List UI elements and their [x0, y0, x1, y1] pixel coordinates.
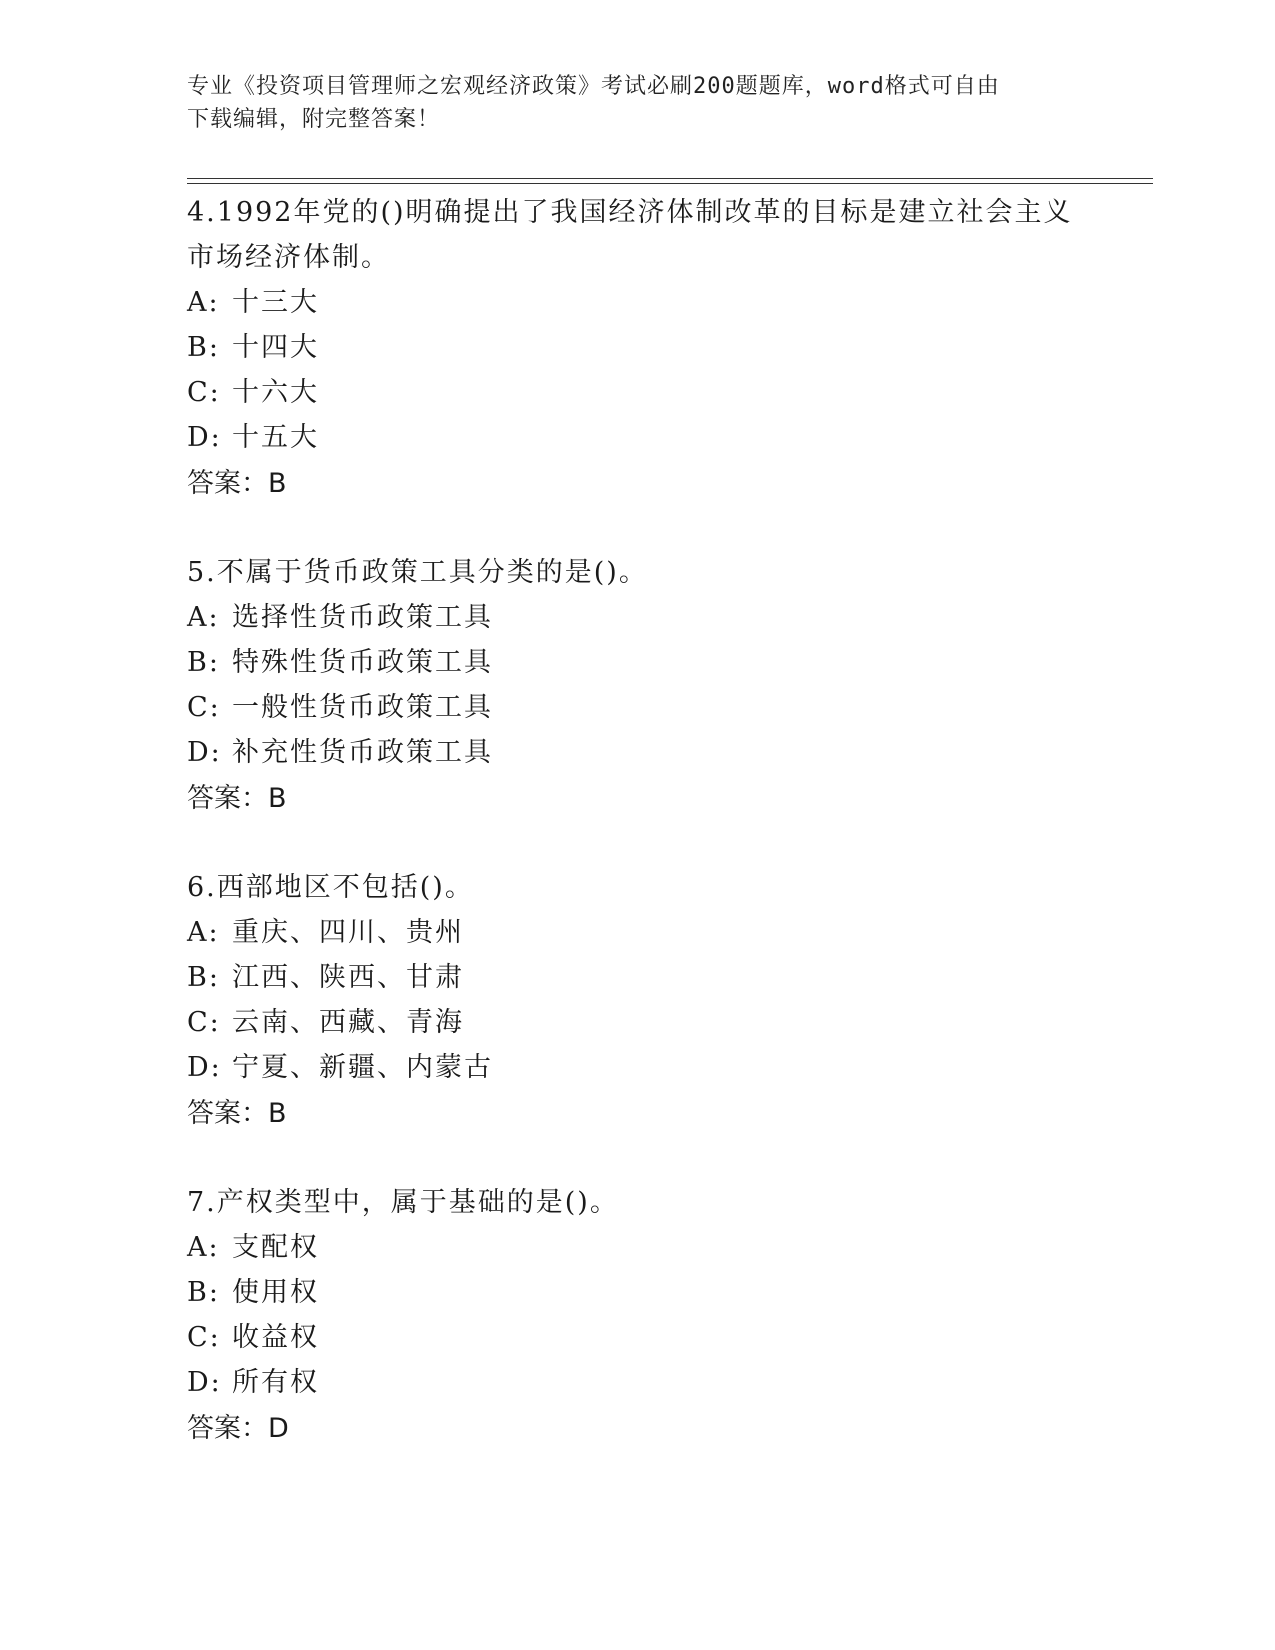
- option-text: 特殊性货币政策工具: [232, 647, 493, 678]
- option-c: [187, 685, 1087, 730]
- answer-line: 答案：D: [187, 1413, 289, 1444]
- option-letter: C:: [187, 1322, 221, 1353]
- option-text: 一般性货币政策工具: [232, 692, 493, 723]
- option-text: 十三大: [232, 287, 319, 318]
- question-text: 4.1992年党的()明确提出了我国经济体制改革的目标是建立社会主义: [187, 197, 1073, 228]
- question-text: 6.西部地区不包括()。: [187, 872, 474, 903]
- option-letter: C:: [187, 692, 221, 723]
- question-6: [187, 865, 1087, 1136]
- option-b: [187, 955, 1087, 1000]
- header-divider-top: [187, 178, 1153, 179]
- option-letter: C:: [187, 377, 221, 408]
- document-header: [187, 70, 1087, 136]
- option-letter: D:: [187, 1367, 222, 1398]
- option-d: [187, 415, 1087, 460]
- option-c: [187, 1315, 1087, 1360]
- option-letter: A:: [187, 602, 220, 633]
- option-a: [187, 1225, 1087, 1270]
- option-text: 十六大: [232, 377, 319, 408]
- option-text: 十四大: [232, 332, 319, 363]
- option-b: [187, 1270, 1087, 1315]
- option-text: 云南、西藏、青海: [232, 1007, 464, 1038]
- question-5: [187, 550, 1087, 821]
- question-4: [187, 190, 1087, 506]
- option-text: 十五大: [232, 422, 319, 453]
- option-a: [187, 280, 1087, 325]
- header-line-1: 专业《投资项目管理师之宏观经济政策》考试必刷200题题库，word格式可自由: [187, 74, 1000, 99]
- option-letter: D:: [187, 737, 222, 768]
- option-text: 选择性货币政策工具: [232, 602, 493, 633]
- option-a: [187, 910, 1087, 955]
- option-a: [187, 595, 1087, 640]
- option-letter: B:: [187, 962, 220, 993]
- option-text: 重庆、四川、贵州: [232, 917, 464, 948]
- option-text: 所有权: [232, 1367, 319, 1398]
- option-d: [187, 730, 1087, 775]
- option-letter: D:: [187, 1052, 222, 1083]
- option-letter: B:: [187, 332, 220, 363]
- option-d: [187, 1360, 1087, 1405]
- question-text: 7.产权类型中，属于基础的是()。: [187, 1187, 619, 1218]
- answer-line: 答案：B: [187, 783, 287, 814]
- option-c: [187, 1000, 1087, 1045]
- option-letter: D:: [187, 422, 222, 453]
- option-text: 支配权: [232, 1232, 319, 1263]
- option-text: 使用权: [232, 1277, 319, 1308]
- question-text: 5.不属于货币政策工具分类的是()。: [187, 557, 648, 588]
- header-line-2: 下载编辑，附完整答案！: [187, 107, 441, 132]
- question-7: [187, 1180, 1087, 1451]
- option-text: 宁夏、新疆、内蒙古: [232, 1052, 493, 1083]
- option-letter: A:: [187, 287, 220, 318]
- option-letter: B:: [187, 1277, 220, 1308]
- question-list: [187, 190, 1087, 1495]
- option-text: 补充性货币政策工具: [232, 737, 493, 768]
- option-letter: A:: [187, 1232, 220, 1263]
- option-letter: A:: [187, 917, 220, 948]
- option-b: [187, 325, 1087, 370]
- option-c: [187, 370, 1087, 415]
- option-text: 江西、陕西、甘肃: [232, 962, 464, 993]
- header-divider-bottom: [187, 183, 1153, 184]
- option-text: 收益权: [232, 1322, 319, 1353]
- option-d: [187, 1045, 1087, 1090]
- option-letter: C:: [187, 1007, 221, 1038]
- option-letter: B:: [187, 647, 220, 678]
- option-b: [187, 640, 1087, 685]
- answer-line: 答案：B: [187, 1098, 287, 1129]
- question-text-continued: 市场经济体制。: [187, 242, 390, 273]
- answer-line: 答案：B: [187, 468, 287, 499]
